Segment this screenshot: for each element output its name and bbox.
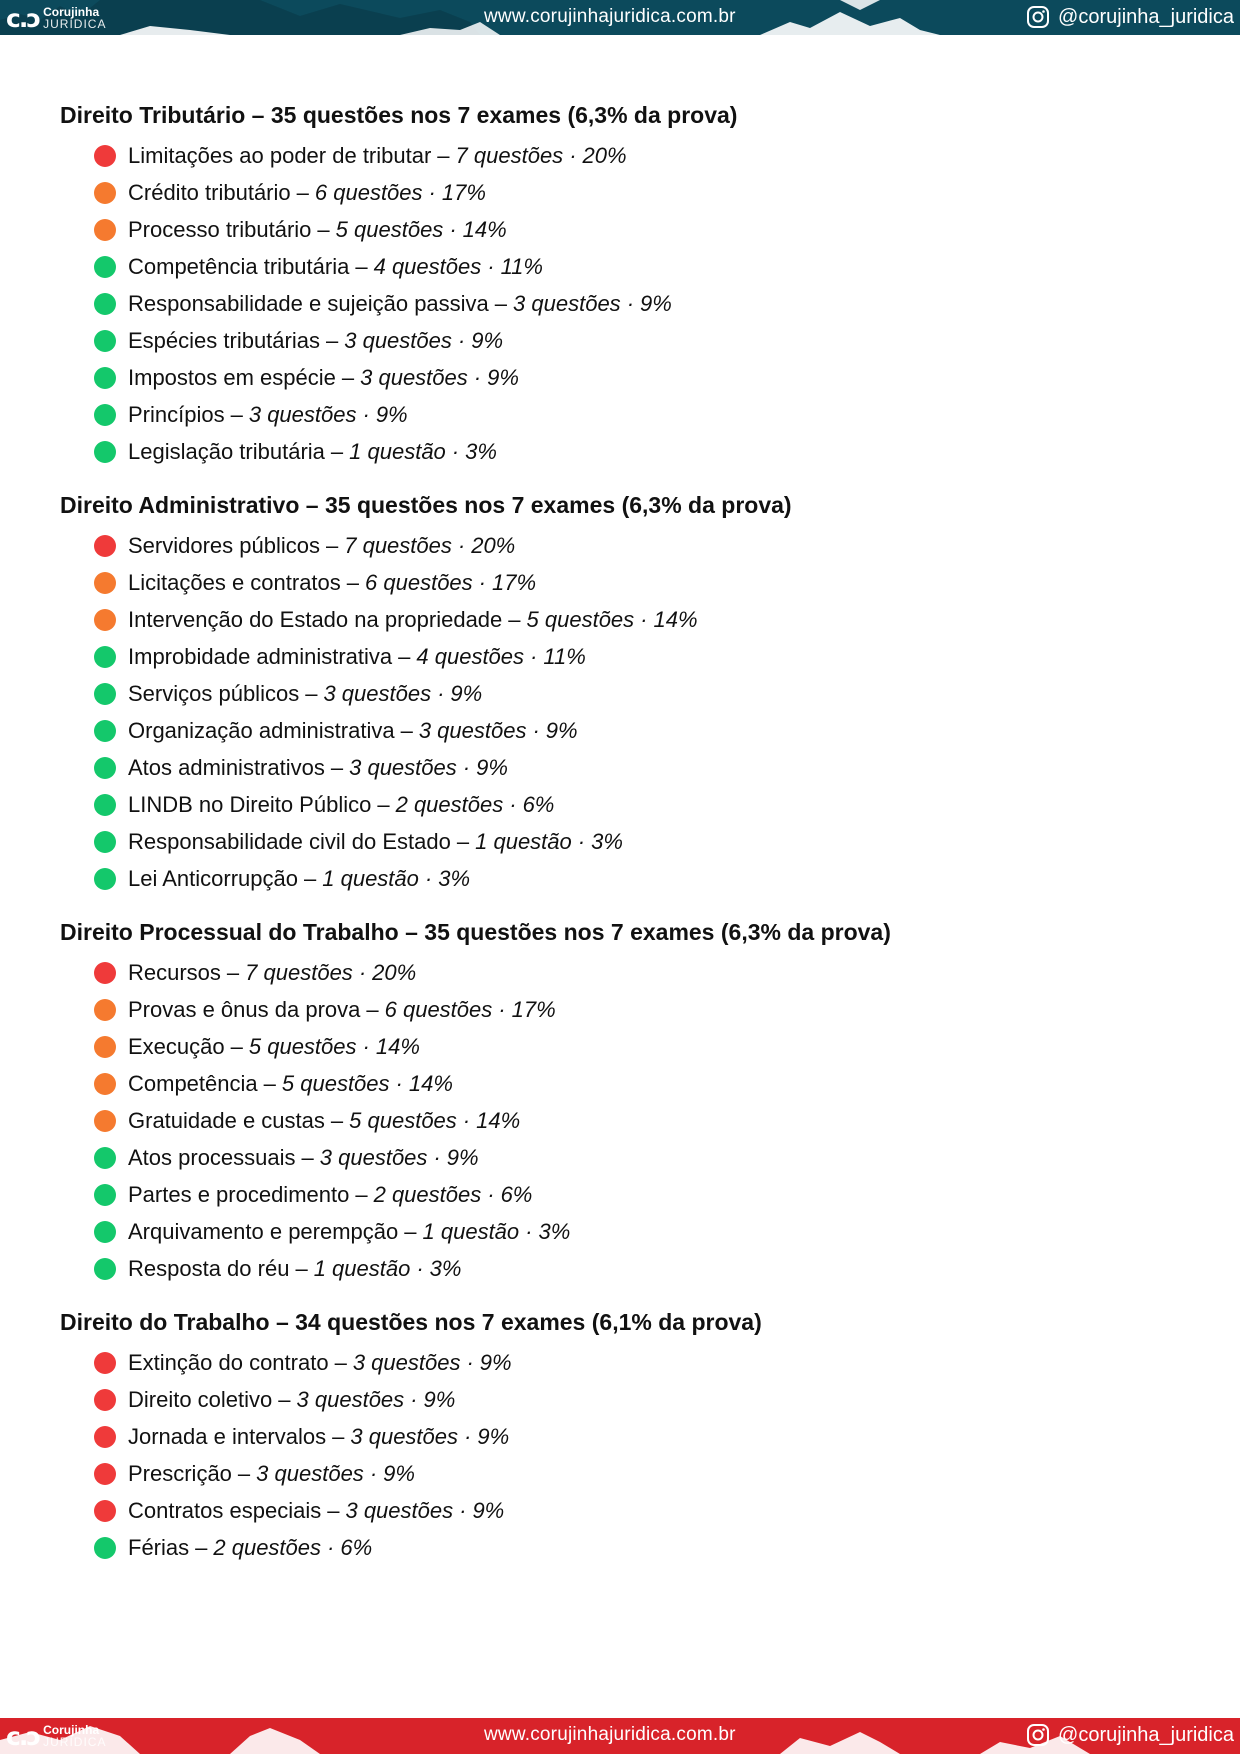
topic-count: 1 questão: [322, 865, 419, 891]
topic-percentage: 3%: [538, 1218, 571, 1244]
dash-separator: –: [330, 754, 344, 780]
dash-separator: –: [305, 680, 318, 706]
list-item: [60, 564, 1210, 601]
topic-name: Competência tributária: [128, 253, 350, 279]
list-item: [60, 248, 1210, 285]
topic-count: 1 questão: [349, 438, 446, 464]
green-dot-icon: [94, 794, 116, 816]
dot-separator: ·: [457, 532, 466, 558]
green-dot-icon: [94, 1258, 116, 1280]
topic-count: 6 questões: [314, 179, 423, 205]
header-band: [0, 0, 1240, 35]
dash-separator: –: [304, 865, 317, 891]
list-item: [60, 954, 1210, 991]
topic-count: 5 questões: [349, 1107, 457, 1133]
list-item: [60, 675, 1210, 712]
topic-count: 5 questões: [526, 606, 635, 632]
dot-separator: ·: [433, 1144, 441, 1170]
list-item: [60, 137, 1210, 174]
topic-name: Atos administrativos: [128, 754, 325, 780]
green-dot-icon: [94, 868, 116, 890]
topic-percentage: 20%: [471, 532, 516, 558]
dash-separator: –: [325, 532, 339, 558]
topic-name: Recursos: [128, 959, 221, 985]
list-item: [60, 823, 1210, 860]
section: [60, 917, 1210, 1287]
dash-separator: –: [295, 1255, 308, 1281]
topic-list: [60, 954, 1210, 1287]
instagram-icon: [1026, 1723, 1050, 1747]
green-dot-icon: [94, 1221, 116, 1243]
topic-count: 3 questões: [513, 290, 621, 316]
list-item: [60, 786, 1210, 823]
list-item: [60, 322, 1210, 359]
dot-separator: ·: [462, 754, 471, 780]
dot-separator: ·: [464, 1423, 472, 1449]
section: [60, 490, 1210, 897]
dot-separator: ·: [369, 1460, 378, 1486]
green-dot-icon: [94, 1184, 116, 1206]
section: [60, 1307, 1210, 1566]
footer-site-url[interactable]: www.corujinhajuridica.com.br: [484, 1724, 736, 1745]
green-dot-icon: [94, 441, 116, 463]
dash-separator: –: [400, 717, 413, 743]
list-item: [60, 1065, 1210, 1102]
red-dot-icon: [94, 1389, 116, 1411]
topics-content: [60, 100, 1210, 1586]
dash-separator: –: [346, 569, 360, 595]
topic-percentage: 3%: [429, 1255, 462, 1281]
dot-separator: ·: [449, 216, 457, 242]
topic-name: Organização administrativa: [128, 717, 395, 743]
dash-separator: –: [237, 1460, 251, 1486]
owl-logo-icon: c.ɔ: [6, 3, 40, 33]
topic-count: 3 questões: [296, 1386, 405, 1412]
dot-separator: ·: [410, 1386, 418, 1412]
logo-line-2: JURÍDICA: [43, 17, 107, 31]
orange-dot-icon: [94, 219, 116, 241]
list-item: [60, 359, 1210, 396]
topic-count: 3 questões: [352, 1349, 461, 1375]
list-item: [60, 749, 1210, 786]
list-item: [60, 1250, 1210, 1287]
list-item: [60, 1028, 1210, 1065]
red-dot-icon: [94, 1352, 116, 1374]
topic-percentage: 9%: [450, 680, 483, 706]
list-item: [60, 638, 1210, 675]
topic-percentage: 17%: [511, 996, 556, 1022]
topic-name: Arquivamento e perempção: [128, 1218, 399, 1244]
green-dot-icon: [94, 404, 116, 426]
orange-dot-icon: [94, 609, 116, 631]
topic-name: Responsabilidade civil do Estado: [128, 828, 451, 854]
list-item: [60, 174, 1210, 211]
topic-name: Provas e ônus da prova: [128, 996, 361, 1022]
dash-separator: –: [332, 1423, 345, 1449]
orange-dot-icon: [94, 999, 116, 1021]
topic-count: 2 questões: [373, 1181, 482, 1207]
dot-separator: ·: [424, 865, 433, 891]
dot-separator: ·: [327, 1534, 335, 1560]
red-dot-icon: [94, 962, 116, 984]
dash-separator: –: [301, 1144, 314, 1170]
dash-separator: –: [325, 327, 339, 353]
topic-list: [60, 1344, 1210, 1566]
dot-separator: ·: [395, 1070, 403, 1096]
topic-count: 3 questões: [350, 1423, 459, 1449]
topic-count: 7 questões: [455, 142, 564, 168]
list-item: [60, 1455, 1210, 1492]
topic-name: Jornada e intervalos: [128, 1423, 327, 1449]
topic-percentage: 3%: [465, 438, 497, 464]
section-title: Direito do Trabalho – 34 questões nos 7 exames (6,1% da prova): [60, 1309, 762, 1335]
green-dot-icon: [94, 646, 116, 668]
dash-separator: –: [230, 1033, 243, 1059]
topic-percentage: 9%: [472, 1497, 505, 1523]
dash-separator: –: [195, 1534, 208, 1560]
topic-percentage: 3%: [438, 865, 471, 891]
topic-name: Extinção do contrato: [128, 1349, 329, 1375]
owl-logo-icon: c.ɔ: [6, 1721, 40, 1751]
topic-percentage: 6%: [340, 1534, 373, 1560]
header-site-url[interactable]: www.corujinhajuridica.com.br: [484, 6, 736, 27]
dot-separator: ·: [530, 643, 538, 669]
dot-separator: ·: [459, 1497, 467, 1523]
dash-separator: –: [330, 438, 344, 464]
green-dot-icon: [94, 367, 116, 389]
dot-separator: ·: [462, 1107, 471, 1133]
topic-percentage: 11%: [500, 253, 543, 279]
topic-percentage: 9%: [383, 1460, 415, 1486]
green-dot-icon: [94, 683, 116, 705]
topic-name: Espécies tributárias: [128, 327, 320, 353]
topic-count: 5 questões: [335, 216, 444, 242]
topic-name: Legislação tributária: [128, 438, 325, 464]
dot-separator: ·: [416, 1255, 424, 1281]
red-dot-icon: [94, 1463, 116, 1485]
dot-separator: ·: [525, 1218, 533, 1244]
topic-percentage: 9%: [375, 401, 408, 427]
list-item: [60, 991, 1210, 1028]
list-item: [60, 285, 1210, 322]
dash-separator: –: [226, 959, 240, 985]
topic-percentage: 17%: [492, 569, 537, 595]
topic-name: Responsabilidade e sujeição passiva: [128, 290, 489, 316]
topic-count: 1 questão: [422, 1218, 520, 1244]
topic-percentage: 9%: [479, 1349, 512, 1375]
topic-name: Improbidade administrativa: [128, 643, 393, 669]
dot-separator: ·: [457, 327, 466, 353]
topic-name: Partes e procedimento: [128, 1181, 350, 1207]
topic-name: Intervenção do Estado na propriedade: [128, 606, 503, 632]
topic-name: Gratuidade e custas: [128, 1107, 325, 1133]
dot-separator: ·: [532, 717, 540, 743]
section-title: Direito Processual do Trabalho – 35 questões nos 7 exames (6,3% da prova): [60, 919, 891, 945]
list-item: [60, 1418, 1210, 1455]
topic-percentage: 9%: [471, 327, 503, 353]
topic-name: Resposta do réu: [128, 1255, 290, 1281]
red-dot-icon: [94, 145, 116, 167]
section-title: Direito Tributário – 35 questões nos 7 exames (6,3% da prova): [60, 102, 738, 128]
list-item: [60, 1529, 1210, 1566]
topic-percentage: 9%: [476, 754, 508, 780]
green-dot-icon: [94, 256, 116, 278]
red-dot-icon: [94, 1500, 116, 1522]
section: [60, 100, 1210, 470]
dash-separator: –: [341, 364, 355, 390]
dash-separator: –: [398, 643, 411, 669]
dash-separator: –: [377, 791, 390, 817]
orange-dot-icon: [94, 1073, 116, 1095]
dash-separator: –: [327, 1497, 340, 1523]
red-dot-icon: [94, 535, 116, 557]
topic-name: Competência: [128, 1070, 258, 1096]
topic-percentage: 9%: [640, 290, 672, 316]
dash-separator: –: [278, 1386, 291, 1412]
footer-instagram-handle[interactable]: [1026, 1723, 1234, 1747]
red-dot-icon: [94, 1426, 116, 1448]
topic-percentage: 14%: [476, 1107, 521, 1133]
logo-line-1: Corujinha: [43, 1723, 100, 1737]
list-item: [60, 860, 1210, 897]
dot-separator: ·: [473, 364, 482, 390]
dot-separator: ·: [362, 1033, 370, 1059]
dot-separator: ·: [509, 791, 517, 817]
logo-line-1: Corujinha: [43, 5, 100, 19]
topic-percentage: 14%: [462, 216, 507, 242]
orange-dot-icon: [94, 1110, 116, 1132]
dash-separator: –: [263, 1070, 276, 1096]
footer-band: [0, 1718, 1240, 1754]
topic-percentage: 20%: [582, 142, 627, 168]
topic-name: Servidores públicos: [128, 532, 320, 558]
topic-percentage: 17%: [441, 179, 486, 205]
topic-count: 3 questões: [418, 717, 527, 743]
dot-separator: ·: [466, 1349, 474, 1375]
topic-percentage: 9%: [477, 1423, 510, 1449]
dash-separator: –: [317, 216, 330, 242]
topic-count: 4 questões: [373, 253, 482, 279]
list-item: [60, 1344, 1210, 1381]
footer-handle-text: @corujinha_juridica: [1058, 1723, 1234, 1746]
dash-separator: –: [334, 1349, 347, 1375]
dash-separator: –: [296, 179, 309, 205]
header-logo[interactable]: [6, 2, 106, 34]
topic-name: Férias: [128, 1534, 190, 1560]
topic-percentage: 14%: [375, 1033, 420, 1059]
topic-count: 3 questões: [345, 1497, 454, 1523]
topic-count: 3 questões: [349, 754, 457, 780]
topic-count: 2 questões: [395, 791, 504, 817]
green-dot-icon: [94, 293, 116, 315]
topic-percentage: 6%: [500, 1181, 533, 1207]
dot-separator: ·: [437, 680, 445, 706]
dot-separator: ·: [626, 290, 635, 316]
list-item: [60, 211, 1210, 248]
topic-count: 3 questões: [248, 401, 357, 427]
footer-logo[interactable]: [6, 1720, 106, 1752]
topic-name: Prescrição: [128, 1460, 232, 1486]
dash-separator: –: [404, 1218, 417, 1244]
topic-count: 3 questões: [360, 364, 468, 390]
dot-separator: ·: [428, 179, 436, 205]
list-item: [60, 1176, 1210, 1213]
topic-name: Processo tributário: [128, 216, 312, 242]
topic-name: Impostos em espécie: [128, 364, 336, 390]
dot-separator: ·: [577, 828, 586, 854]
dot-separator: ·: [640, 606, 648, 632]
topic-name: Serviços públicos: [128, 680, 300, 706]
logo-line-2: JURÍDICA: [43, 1735, 107, 1749]
list-item: [60, 396, 1210, 433]
green-dot-icon: [94, 720, 116, 742]
topic-count: 5 questões: [248, 1033, 357, 1059]
topic-percentage: 9%: [423, 1386, 456, 1412]
green-dot-icon: [94, 330, 116, 352]
topic-percentage: 9%: [487, 364, 519, 390]
topic-percentage: 3%: [591, 828, 623, 854]
green-dot-icon: [94, 757, 116, 779]
green-dot-icon: [94, 1147, 116, 1169]
dot-separator: ·: [478, 569, 486, 595]
topic-name: Direito coletivo: [128, 1386, 273, 1412]
topic-count: 2 questões: [213, 1534, 322, 1560]
list-item: [60, 601, 1210, 638]
orange-dot-icon: [94, 182, 116, 204]
topic-name: Execução: [128, 1033, 225, 1059]
topic-count: 4 questões: [416, 643, 525, 669]
dot-separator: ·: [358, 959, 367, 985]
dot-separator: ·: [498, 996, 506, 1022]
list-item: [60, 1213, 1210, 1250]
list-item: [60, 1139, 1210, 1176]
dot-separator: ·: [487, 1181, 495, 1207]
topic-count: 1 questão: [475, 828, 572, 854]
list-item: [60, 1381, 1210, 1418]
topic-percentage: 9%: [446, 1144, 479, 1170]
dash-separator: –: [508, 606, 521, 632]
list-item: [60, 1492, 1210, 1529]
topic-count: 7 questões: [245, 959, 353, 985]
dot-separator: ·: [451, 438, 460, 464]
topic-count: 5 questões: [281, 1070, 390, 1096]
topic-count: 6 questões: [365, 569, 473, 595]
dash-separator: –: [366, 996, 379, 1022]
topic-count: 7 questões: [344, 532, 452, 558]
dot-separator: ·: [569, 142, 577, 168]
topic-name: Limitações ao poder de tributar: [128, 142, 432, 168]
topic-name: Contratos especiais: [128, 1497, 322, 1523]
topic-name: Princípios: [128, 401, 225, 427]
topic-percentage: 20%: [372, 959, 417, 985]
dash-separator: –: [355, 1181, 368, 1207]
dash-separator: –: [456, 828, 470, 854]
topic-list: [60, 137, 1210, 470]
topic-count: 3 questões: [344, 327, 452, 353]
orange-dot-icon: [94, 1036, 116, 1058]
header-handle-text: @corujinha_juridica: [1058, 5, 1234, 28]
topic-percentage: 9%: [545, 717, 578, 743]
list-item: [60, 527, 1210, 564]
dash-separator: –: [437, 142, 450, 168]
instagram-icon: [1026, 5, 1050, 29]
topic-name: Lei Anticorrupção: [128, 865, 298, 891]
topic-percentage: 6%: [522, 791, 555, 817]
list-item: [60, 712, 1210, 749]
dash-separator: –: [230, 401, 243, 427]
topic-percentage: 14%: [653, 606, 698, 632]
dash-separator: –: [330, 1107, 344, 1133]
topic-percentage: 14%: [408, 1070, 453, 1096]
green-dot-icon: [94, 831, 116, 853]
topic-name: Crédito tributário: [128, 179, 291, 205]
topic-name: Licitações e contratos: [128, 569, 341, 595]
dot-separator: ·: [362, 401, 370, 427]
dot-separator: ·: [487, 253, 495, 279]
dash-separator: –: [355, 253, 368, 279]
topic-count: 3 questões: [256, 1460, 364, 1486]
topic-count: 3 questões: [323, 680, 432, 706]
topic-name: Atos processuais: [128, 1144, 296, 1170]
section-title: Direito Administrativo – 35 questões nos 7 exames (6,3% da prova): [60, 492, 792, 518]
topic-count: 3 questões: [319, 1144, 428, 1170]
list-item: [60, 1102, 1210, 1139]
topic-count: 6 questões: [384, 996, 493, 1022]
green-dot-icon: [94, 1537, 116, 1559]
topic-name: LINDB no Direito Público: [128, 791, 372, 817]
header-instagram-handle[interactable]: [1026, 5, 1234, 29]
topic-list: [60, 527, 1210, 897]
topic-count: 1 questão: [313, 1255, 411, 1281]
dash-separator: –: [494, 290, 508, 316]
list-item: [60, 433, 1210, 470]
topic-percentage: 11%: [543, 643, 586, 669]
orange-dot-icon: [94, 572, 116, 594]
